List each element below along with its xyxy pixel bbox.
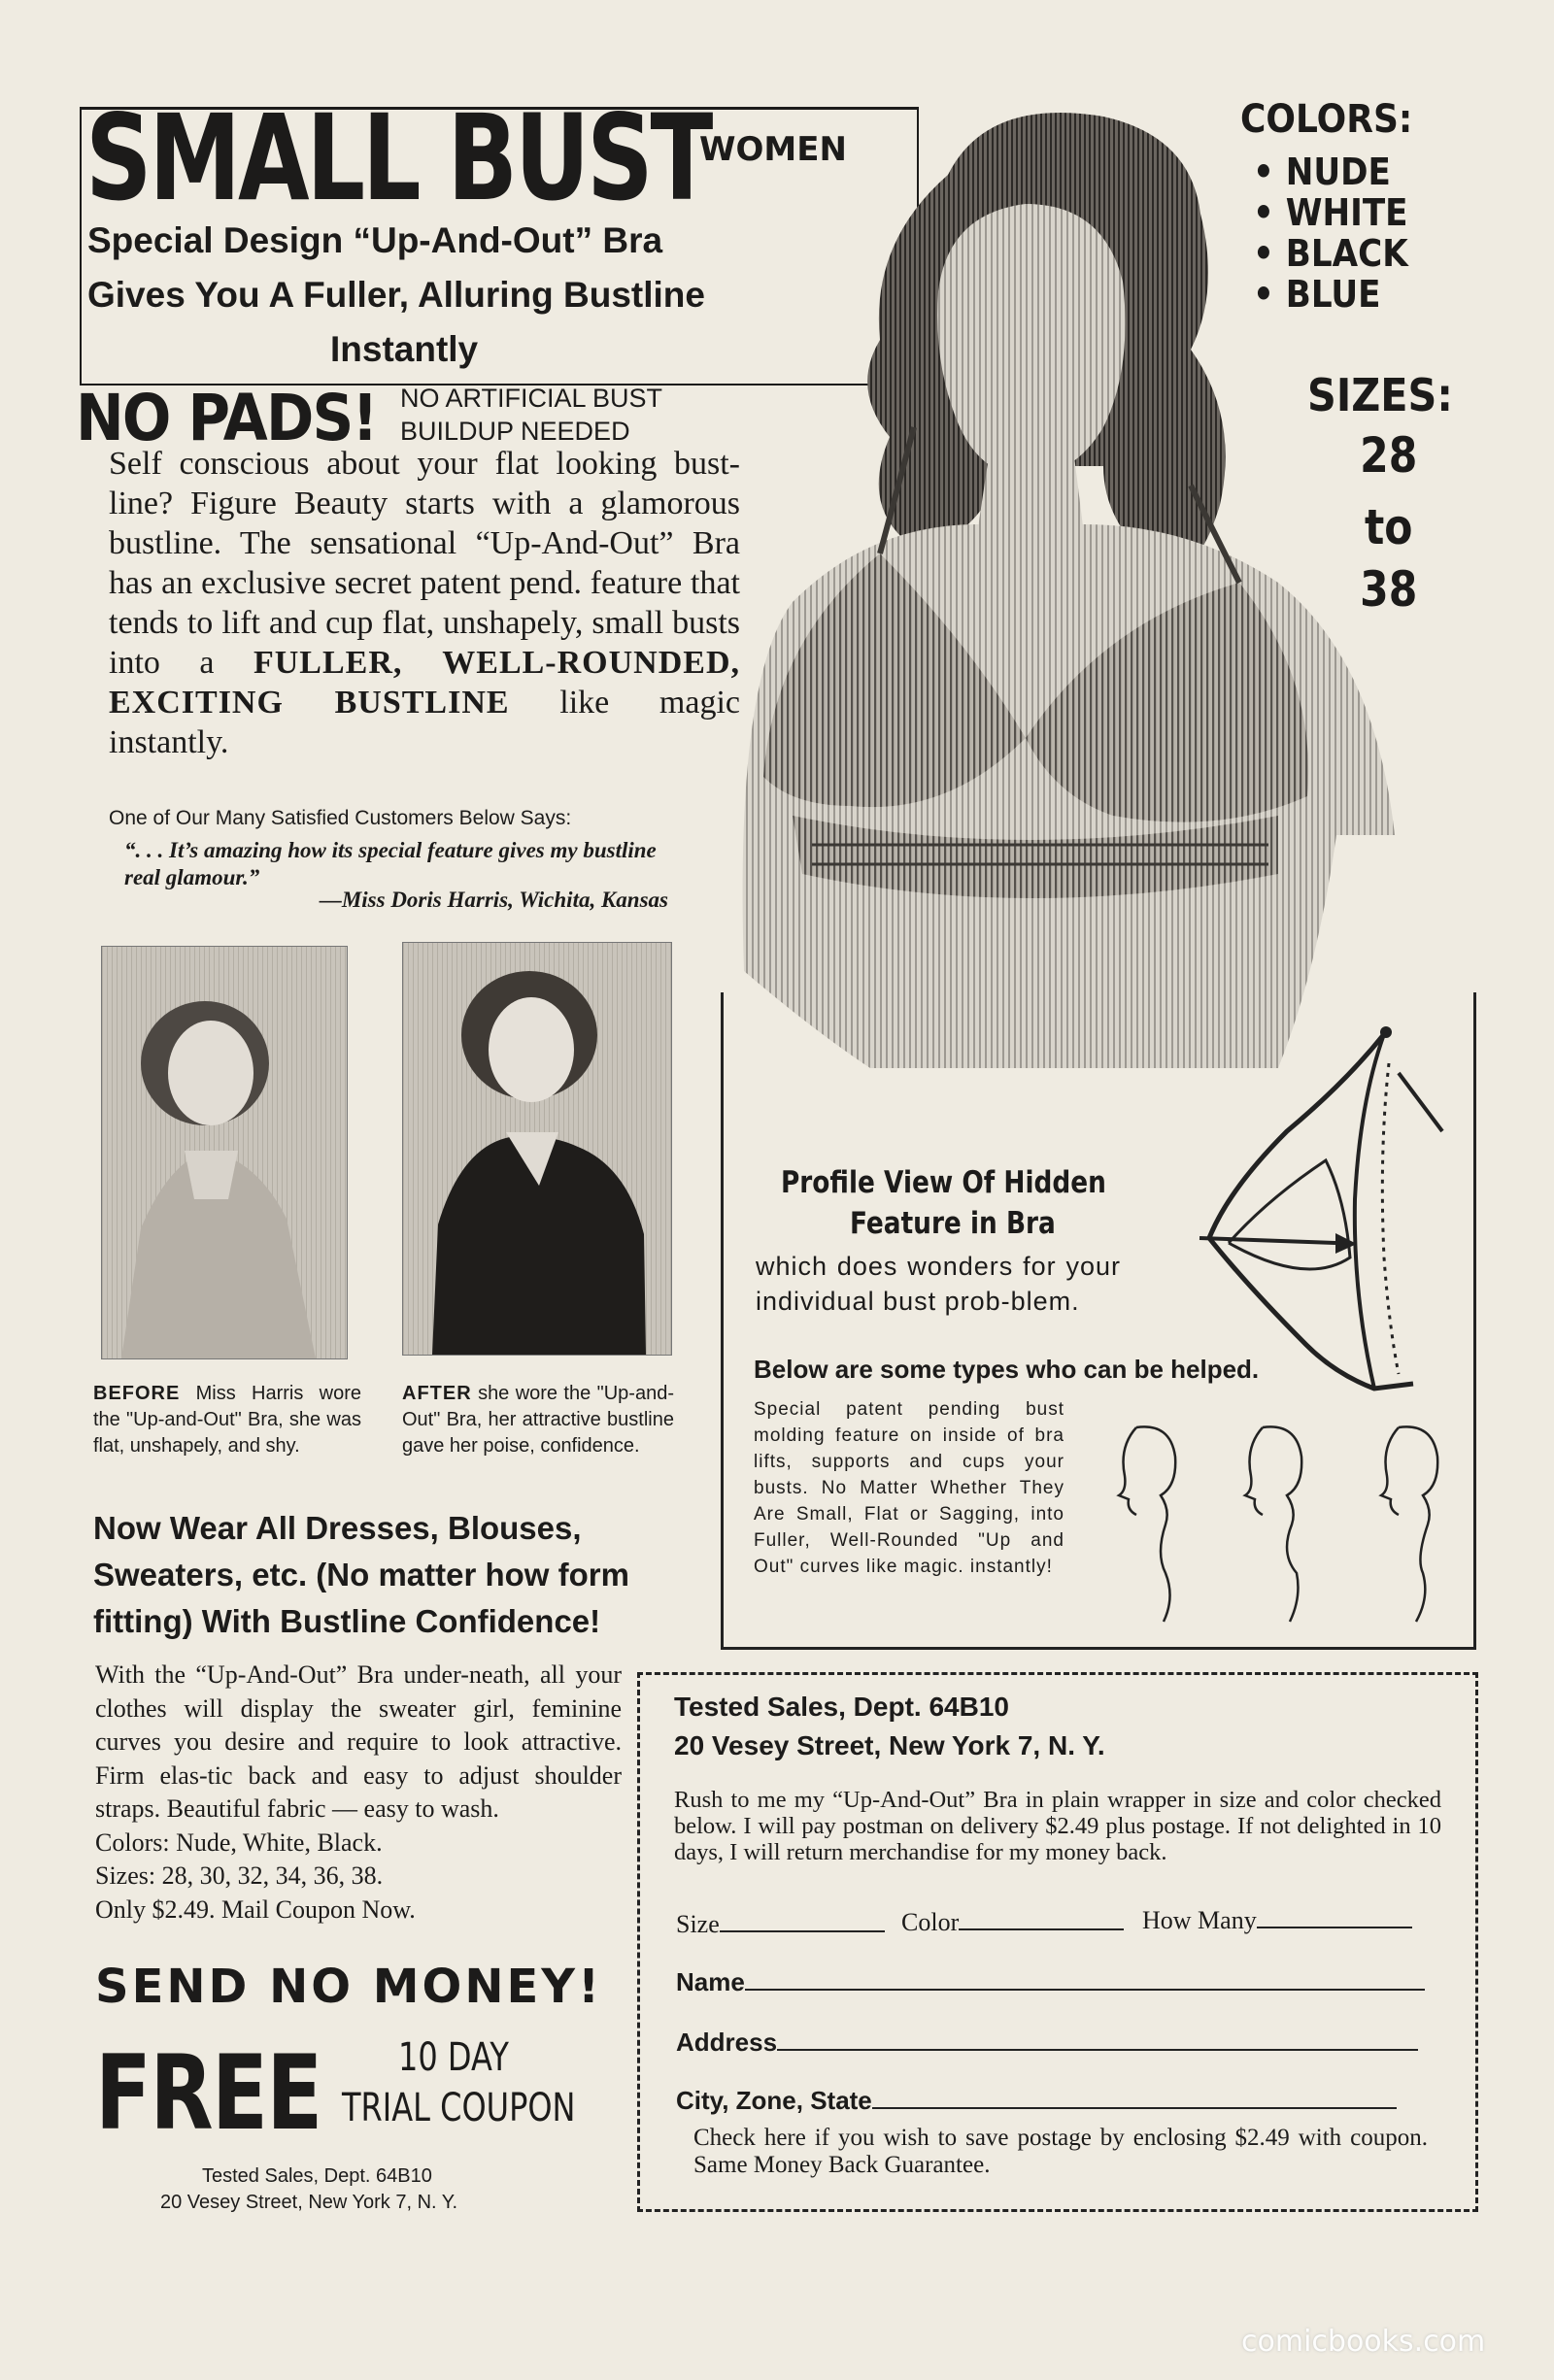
trial-coupon: TRIAL COUPON bbox=[342, 2086, 576, 2130]
details-price: Only $2.49. Mail Coupon Now. bbox=[95, 1894, 416, 1924]
details-sizes: Sizes: 28, 30, 32, 34, 36, 38. bbox=[95, 1861, 384, 1890]
details-colors: Colors: Nude, White, Black. bbox=[95, 1827, 383, 1857]
address-label: Address bbox=[676, 2028, 778, 2057]
send-no-money: SEND NO MONEY! bbox=[95, 1960, 602, 2014]
color-black: • BLACK bbox=[1253, 232, 1408, 275]
color-nude: • NUDE bbox=[1253, 151, 1391, 193]
address-line-2: 20 Vesey Street, New York 7, N. Y. bbox=[160, 2192, 458, 2213]
headline-women: WOMEN bbox=[699, 130, 847, 169]
testimonial-quote: “. . . It’s amazing how its special feature gives my bustline real glamour.” bbox=[124, 838, 657, 889]
after-label: AFTER bbox=[402, 1383, 472, 1404]
no-pads-note: NO ARTIFICIAL BUST BUILDUP NEEDED bbox=[400, 384, 662, 446]
after-text: she wore the "Up-and-Out" Bra, her attractive bustline gave her poise, confidence. bbox=[402, 1383, 674, 1457]
color-white: • WHITE bbox=[1253, 191, 1408, 234]
intro-end: like magic instantly. bbox=[109, 685, 741, 760]
watermark: comicbooks.com bbox=[1241, 2325, 1486, 2359]
name-label: Name bbox=[676, 1967, 745, 1996]
before-text: Miss Harris wore the "Up-and-Out" Bra, she was flat, unshapely, and shy. bbox=[93, 1383, 361, 1457]
figure-types-illustration bbox=[1107, 1418, 1457, 1631]
coupon-address-2: 20 Vesey Street, New York 7, N. Y. bbox=[674, 1730, 1105, 1760]
colors-heading: COLORS: bbox=[1240, 97, 1413, 142]
patent-text: Special patent pending bust molding feature on inside of bra lifts, supports and cups your busts. No Matter Whether They Are Small, Flat or Sagging, into Fuller, Well-Rounded "Up and Out" curves like magic. instantly! bbox=[754, 1399, 1064, 1577]
testimonial-lead: One of Our Many Satisfied Customers Below Says: bbox=[109, 807, 572, 829]
intro-text: Self conscious about your flat looking bust-line? Figure Beauty starts with a glamorous bustline. The sensational “Up-And-Out” Bra has an exclusive secret patent pend. feature that tends to lift and cup flat, unshapely, small busts into a bbox=[109, 446, 740, 681]
size-label: Size bbox=[676, 1910, 720, 1938]
color-line[interactable] bbox=[959, 1925, 1124, 1930]
details-text: With the “Up-And-Out” Bra under-neath, all your clothes will display the sweater girl, feminine curves you desire and require to look attractive. Firm elas-tic back and easy to adjust shoulder straps. Beautiful fabric — easy to wash. bbox=[95, 1660, 622, 1823]
types-heading: Below are some types who can be helped. bbox=[754, 1355, 1260, 1384]
profile-heading-1: Profile View Of Hidden bbox=[781, 1165, 1106, 1200]
sizes-heading: SIZES: bbox=[1307, 369, 1453, 421]
address-line-1: Tested Sales, Dept. 64B10 bbox=[202, 2165, 432, 2187]
before-caption bbox=[93, 1381, 361, 1459]
intro-emphasis: FULLER, WELL-ROUNDED, EXCITING BUSTLINE bbox=[109, 645, 741, 721]
size-field[interactable] bbox=[676, 1909, 885, 1939]
headline-title: SMALL BUST bbox=[85, 89, 711, 227]
size-max: 38 bbox=[1360, 561, 1418, 618]
size-min: 28 bbox=[1360, 427, 1418, 484]
bra-profile-diagram bbox=[1190, 1024, 1462, 1393]
color-blue: • BLUE bbox=[1253, 273, 1381, 316]
check-note[interactable]: Check here if you wish to save postage by enclosing $2.49 with coupon. Same Money Back Guarantee. bbox=[693, 2125, 1428, 2178]
coupon-address-1: Tested Sales, Dept. 64B10 bbox=[674, 1692, 1009, 1722]
no-pads-headline: NO PADS! bbox=[76, 381, 377, 455]
subtitle-line-3: Instantly bbox=[330, 329, 479, 369]
details-copy bbox=[95, 1659, 622, 1927]
how-many-field[interactable] bbox=[1142, 1905, 1412, 1935]
before-photo bbox=[101, 946, 348, 1359]
address-field[interactable] bbox=[676, 2028, 1418, 2058]
size-to: to bbox=[1364, 499, 1413, 555]
city-line[interactable] bbox=[872, 2103, 1397, 2109]
after-photo bbox=[402, 942, 672, 1356]
dresses-headline: Now Wear All Dresses, Blouses, Sweaters, etc. (No matter how form fitting) With Bustline Confidence! bbox=[93, 1510, 629, 1639]
how-many-label: How Many bbox=[1142, 1906, 1257, 1934]
city-label: City, Zone, State bbox=[676, 2086, 872, 2115]
free-label: FREE bbox=[95, 2033, 321, 2153]
how-many-line[interactable] bbox=[1257, 1923, 1412, 1928]
profile-text: which does wonders for your individual bust prob-blem. bbox=[756, 1252, 1121, 1316]
after-caption bbox=[402, 1381, 674, 1459]
address-line[interactable] bbox=[777, 2045, 1418, 2051]
colors-list bbox=[1253, 151, 1408, 315]
coupon-text: Rush to me my “Up-And-Out” Bra in plain wrapper in size and color checked below. I will pay postman on delivery $2.49 plus postage. If not delighted in 10 days, I will return merchandise for my money back. bbox=[674, 1787, 1441, 1865]
name-field[interactable] bbox=[676, 1967, 1425, 1997]
testimonial-author: —Miss Doris Harris, Wichita, Kansas bbox=[319, 888, 668, 912]
profile-heading-2: Feature in Bra bbox=[850, 1206, 1056, 1241]
size-line[interactable] bbox=[720, 1927, 885, 1932]
city-field[interactable] bbox=[676, 2086, 1397, 2116]
intro-copy bbox=[109, 444, 740, 762]
subtitle-line-1: Special Design “Up-And-Out” Bra bbox=[87, 220, 663, 260]
before-label: BEFORE bbox=[93, 1383, 181, 1404]
subtitle-line-2: Gives You A Fuller, Alluring Bustline bbox=[87, 275, 705, 315]
name-line[interactable] bbox=[745, 1985, 1425, 1991]
color-field[interactable] bbox=[901, 1907, 1124, 1937]
trial-days: 10 DAY bbox=[398, 2035, 509, 2080]
color-label: Color bbox=[901, 1908, 960, 1936]
